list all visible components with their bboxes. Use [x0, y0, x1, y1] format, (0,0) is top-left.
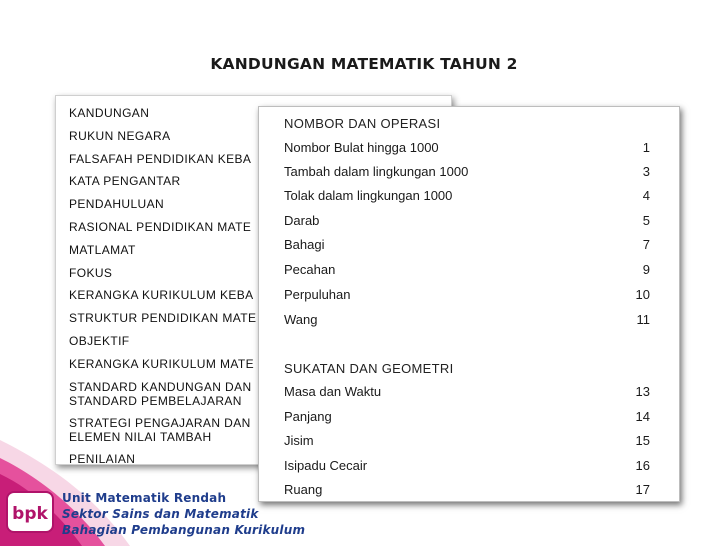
- toc-page-number: 9: [642, 262, 650, 277]
- toc-row: [284, 384, 650, 402]
- footer-division: Bahagian Pembangunan Kurikulum: [62, 523, 306, 537]
- slide-title: KANDUNGAN MATEMATIK TAHUN 2: [210, 55, 518, 73]
- section-heading: NOMBOR DAN OPERASI: [284, 116, 441, 131]
- toc-label: Jisim: [284, 433, 314, 448]
- list-item: STRUKTUR PENDIDIKAN MATE: [69, 311, 257, 326]
- toc-page-number: 17: [635, 482, 650, 497]
- logo-text: bpk: [12, 504, 48, 524]
- toc-row: [284, 213, 650, 231]
- toc-page-number: 10: [635, 287, 650, 302]
- toc-row: [284, 164, 650, 182]
- toc-row: [284, 262, 650, 280]
- toc-page-number: 5: [642, 213, 650, 228]
- toc-label: Perpuluhan: [284, 287, 351, 302]
- toc-page-number: 11: [636, 312, 650, 327]
- list-item: KERANGKA KURIKULUM MATE: [69, 356, 255, 371]
- toc-label: Isipadu Cecair: [284, 458, 368, 473]
- list-item: PENDAHULUAN: [69, 197, 165, 212]
- toc-page-number: 7: [642, 237, 650, 252]
- toc-row: [284, 409, 650, 427]
- toc-label: Wang: [284, 312, 318, 327]
- list-item: FOKUS: [69, 265, 113, 280]
- list-item: KANDUNGAN: [69, 106, 150, 120]
- back-contents-list: [69, 106, 256, 465]
- toc-row: [284, 312, 650, 330]
- toc-row: [284, 458, 650, 476]
- list-item: PENILAIAN: [69, 451, 136, 465]
- list-item: RASIONAL PENDIDIKAN MATE: [69, 219, 252, 234]
- toc-label: Darab: [284, 213, 320, 228]
- footer-sector: Sektor Sains dan Matematik: [62, 507, 259, 521]
- toc-row: [284, 433, 650, 451]
- toc-label: Bahagi: [284, 237, 325, 252]
- list-item: FALSAFAH PENDIDIKAN KEBA: [69, 151, 252, 166]
- bpk-logo: [6, 491, 54, 533]
- list-item: MATLAMAT: [69, 242, 136, 257]
- toc-page-number: 13: [635, 384, 650, 399]
- toc-label: Ruang: [284, 482, 323, 497]
- section-heading: SUKATAN DAN GEOMETRI: [284, 361, 454, 376]
- footer-unit: Unit Matematik Rendah: [62, 491, 227, 505]
- toc-label: Tolak dalam lingkungan 1000: [284, 188, 453, 203]
- toc-row: [284, 287, 650, 305]
- toc-page-number: 4: [642, 188, 650, 203]
- list-item: KATA PENGANTAR: [69, 174, 181, 189]
- toc-row: [284, 188, 650, 206]
- toc-label: Pecahan: [284, 262, 336, 277]
- toc-label: Tambah dalam lingkungan 1000: [284, 164, 469, 179]
- toc-row: [284, 237, 650, 255]
- list-item: KERANGKA KURIKULUM KEBA: [69, 288, 254, 303]
- contents-page-front: [258, 106, 680, 502]
- toc-row: [284, 140, 650, 158]
- toc-page-number: 1: [642, 140, 650, 155]
- list-item: STRATEGI PENGAJARAN DAN ELEMEN NILAI TAMBAH: [69, 415, 251, 444]
- toc-label: Nombor Bulat hingga 1000: [284, 140, 439, 155]
- list-item: STANDARD KANDUNGAN DAN STANDARD PEMBELAJARAN: [69, 379, 252, 408]
- list-item: OBJEKTIF: [69, 333, 130, 348]
- toc-row: [284, 482, 650, 500]
- toc-page-number: 15: [635, 433, 650, 448]
- toc-label: Masa dan Waktu: [284, 384, 382, 399]
- toc-page-number: 3: [642, 164, 650, 179]
- toc-page-number: 16: [635, 458, 650, 473]
- list-item: RUKUN NEGARA: [69, 128, 171, 143]
- toc-label: Panjang: [284, 409, 332, 424]
- toc-page-number: 14: [635, 409, 650, 424]
